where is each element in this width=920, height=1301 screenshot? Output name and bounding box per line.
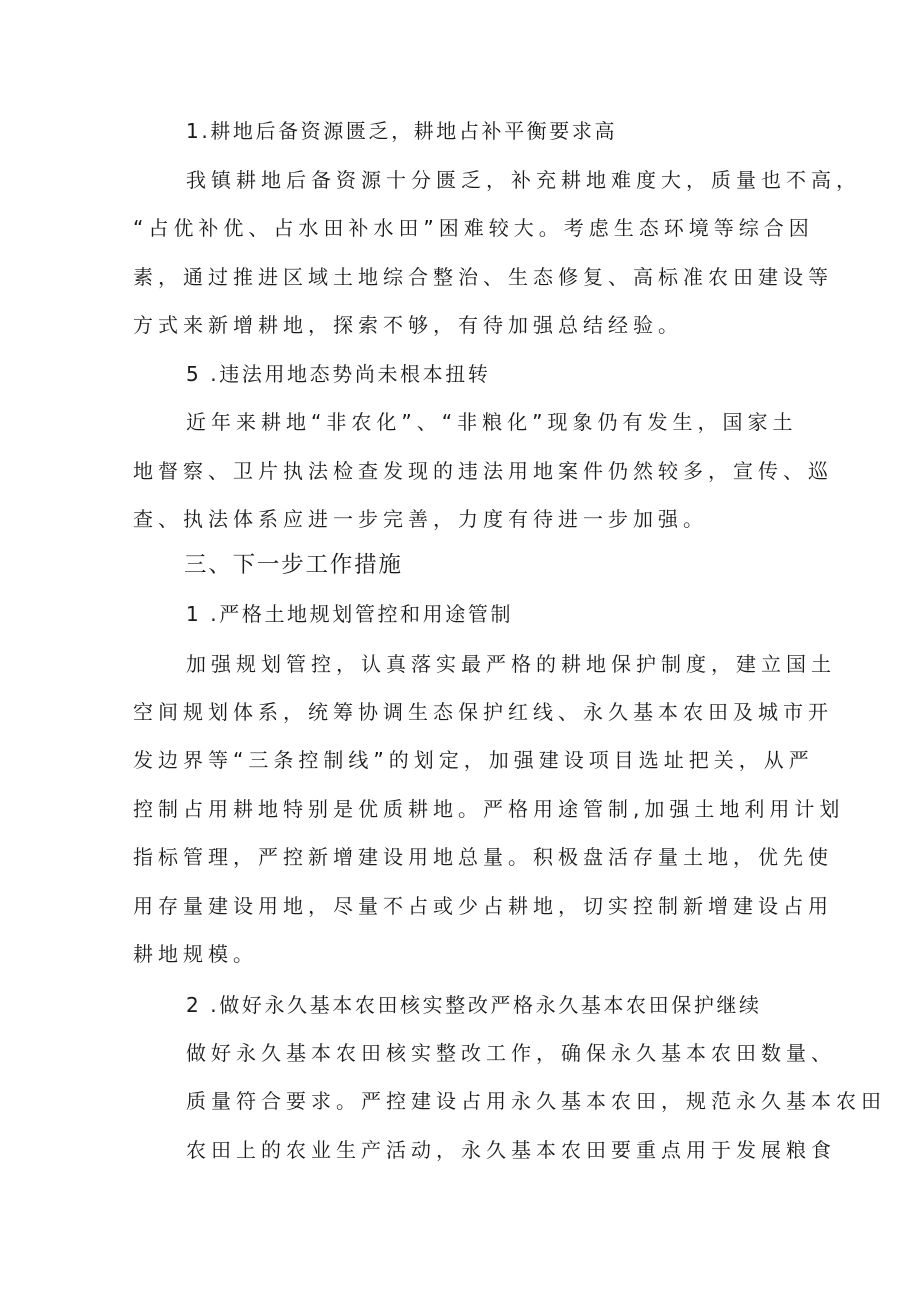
- subheading-illegal-land-use: 5 .违法用地态势尚未根本扭转: [186, 362, 491, 386]
- paragraph-line: 用存量建设用地，尽量不占或少占耕地，切实控制新增建设占用: [133, 894, 833, 918]
- paragraph-line: 质量符合要求。严控建设占用永久基本农田，规范永久基本农田: [186, 1089, 886, 1113]
- subheading-planning-control: 1 .严格土地规划管控和用途管制: [186, 602, 514, 626]
- paragraph-line: 指标管理，严控新增建设用地总量。积极盘活存量土地，优先使: [133, 845, 833, 869]
- paragraph-line: 方式来新增耕地，探索不够，有待加强总结经验。: [133, 313, 683, 337]
- paragraph-line: 我镇耕地后备资源十分匮乏，补充耕地难度大，质量也不高，: [186, 168, 861, 192]
- section-heading-next-steps: 三、下一步工作措施: [184, 552, 403, 578]
- paragraph-line: 农田上的农业生产活动，永久基本农田要重点用于发展粮食: [186, 1138, 836, 1162]
- paragraph-line: 查、执法体系应进一步完善，力度有待进一步加强。: [133, 507, 708, 531]
- paragraph-line: 发边界等“三条控制线”的划定，加强建设项目选址把关，从严: [133, 748, 814, 772]
- paragraph-line: 素，通过推进区域土地综合整治、生态修复、高标准农田建设等: [133, 265, 833, 289]
- paragraph-line: 地督察、卫片执法检查发现的违法用地案件仍然较多，宣传、巡: [133, 459, 833, 483]
- subheading-basic-farmland: 2 .做好永久基本农田核实整改严格永久基本农田保护继续: [186, 993, 762, 1017]
- paragraph-line: “占优补优、占水田补水田”困难较大。考虑生态环境等综合因: [133, 216, 814, 240]
- paragraph-line: 做好永久基本农田核实整改工作，确保永久基本农田数量、: [186, 1041, 836, 1065]
- paragraph-line: 空间规划体系，统筹协调生态保护红线、永久基本农田及城市开: [133, 700, 833, 724]
- paragraph-line: 加强规划管控，认真落实最严格的耕地保护制度，建立国土: [186, 652, 836, 676]
- paragraph-line: 控制占用耕地特别是优质耕地。严格用途管制,加强土地利用计划: [133, 797, 845, 821]
- paragraph-line: 近年来耕地“非农化”、“非粮化”现象仍有发生，国家土: [186, 410, 798, 434]
- subheading-reserve-resources: 1.耕地后备资源匮乏，耕地占补平衡要求高: [186, 119, 618, 143]
- paragraph-line: 耕地规模。: [133, 942, 258, 966]
